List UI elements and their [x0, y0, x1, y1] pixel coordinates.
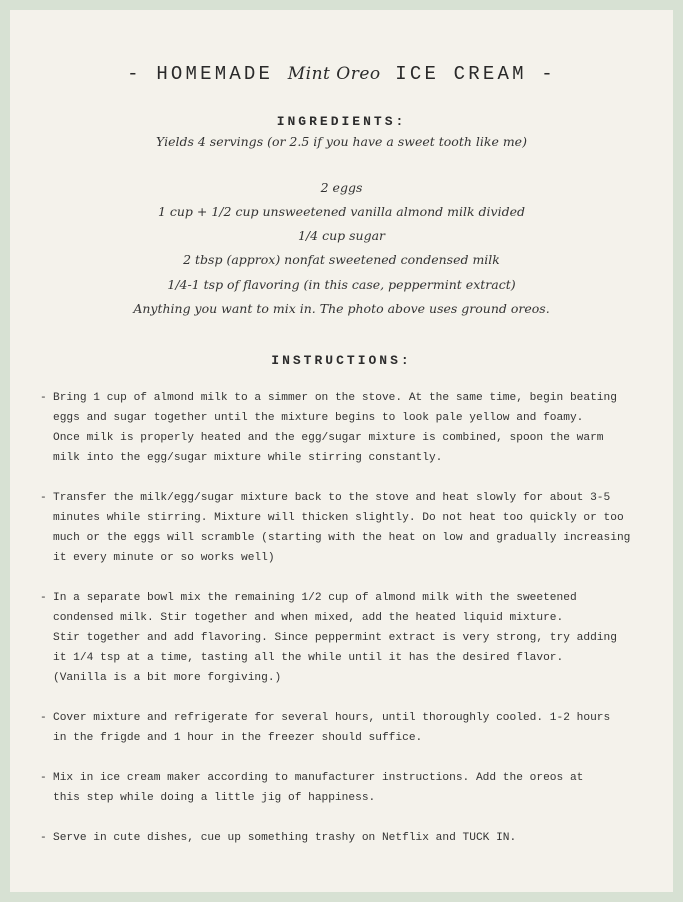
- step-text: Transfer the milk/egg/sugar mixture back to the stove and heat slowly for about 3-5 minutes while stirring. Mixture will thicken slightly. Do not heat too quickly or too much or the eggs will scramble (starting with the heat on low and gradually increasing it every minute or so works well): [53, 492, 631, 564]
- title-script: Mint Oreo: [287, 64, 381, 84]
- step-dash: -: [40, 832, 47, 844]
- ingredient-item: 1 cup + 1/2 cup unsweetened vanilla almond milk divided: [157, 204, 526, 219]
- step-text: Cover mixture and refrigerate for several hours, until thoroughly cooled. 1-2 hours in the frigde and 1 hour in the freezer should suffice.: [53, 712, 611, 744]
- step-dash: -: [40, 592, 47, 604]
- yield-note: Yields 4 servings (or 2.5 if you have a sweet tooth like me): [156, 134, 527, 149]
- title-suffix: ICE CREAM -: [395, 63, 556, 85]
- ingredient-item: 1/4-1 tsp of flavoring (in this case, peppermint extract): [167, 277, 516, 292]
- instruction-step: [40, 828, 665, 848]
- step-text: Bring 1 cup of almond milk to a simmer on the stove. At the same time, begin beating eggs and sugar together until the mixture begins to look pale yellow and foamy. Once milk is properly heated and the egg/sugar mixture is combined, spoon the warm milk into the egg/sugar mixture while stirring constantly.: [53, 392, 617, 464]
- instructions-heading: INSTRUCTIONS:: [271, 353, 412, 368]
- instruction-step: [40, 588, 665, 688]
- recipe-title: [10, 63, 673, 85]
- instruction-step: [40, 488, 665, 568]
- recipe-card: [10, 10, 673, 892]
- step-dash: -: [40, 772, 47, 784]
- instruction-step: [40, 708, 665, 748]
- step-text: In a separate bowl mix the remaining 1/2 cup of almond milk with the sweetened condensed milk. Stir together and when mixed, add the heated liquid mixture. Stir together and add flavoring. Since peppermint extract is very strong, try adding it 1/4 tsp at a time, tasting all the while until it has the desired flavor. (Vanilla is a bit more forgiving.): [53, 592, 617, 684]
- instruction-step: [40, 768, 665, 808]
- ingredient-item: 2 eggs: [320, 180, 363, 195]
- step-dash: -: [40, 712, 47, 724]
- step-dash: -: [40, 392, 47, 404]
- ingredient-item: 2 tbsp (approx) nonfat sweetened condensed milk: [183, 252, 500, 267]
- instruction-step: [40, 388, 665, 468]
- ingredients-heading: INGREDIENTS:: [276, 114, 407, 129]
- ingredient-item: Anything you want to mix in. The photo above uses ground oreos.: [133, 301, 550, 316]
- step-text: Mix in ice cream maker according to manufacturer instructions. Add the oreos at this step while doing a little jig of happiness.: [53, 772, 584, 804]
- title-prefix: - HOMEMADE: [127, 63, 274, 85]
- ingredient-item: 1/4 cup sugar: [297, 228, 385, 243]
- step-dash: -: [40, 492, 47, 504]
- step-text: Serve in cute dishes, cue up something trashy on Netflix and TUCK IN.: [53, 832, 517, 844]
